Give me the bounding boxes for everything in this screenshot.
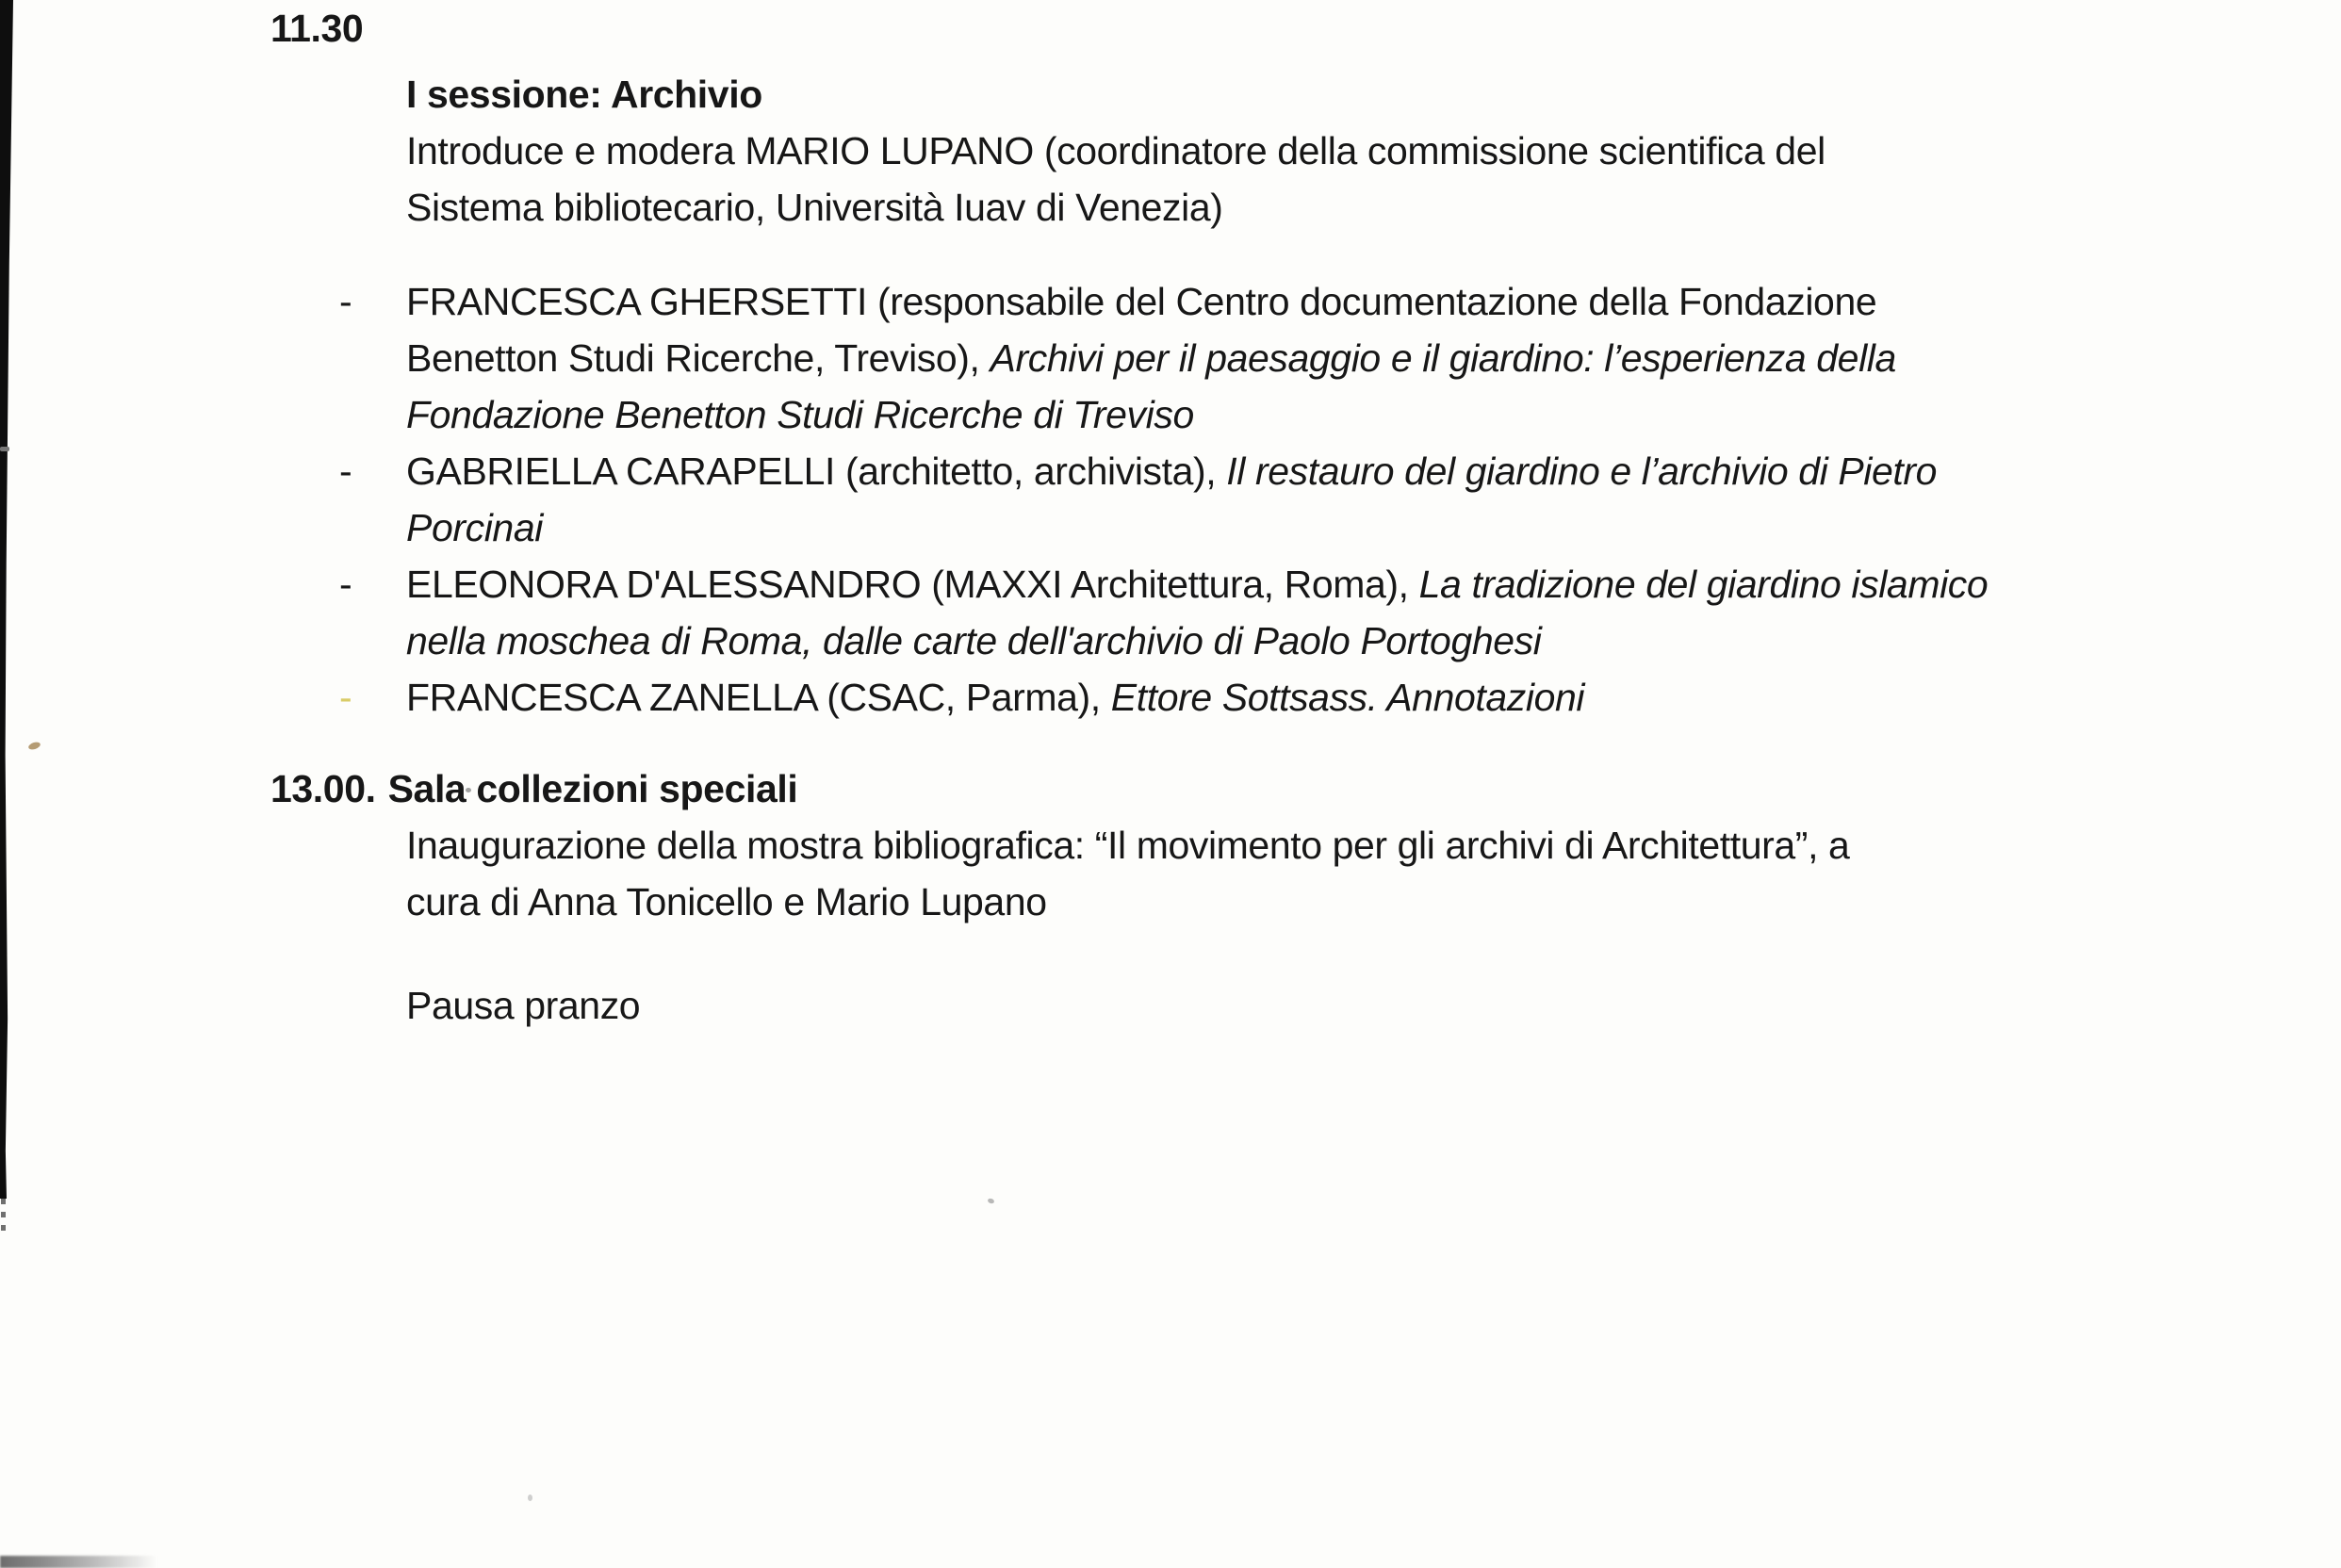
- talk-line: Porcinai: [406, 506, 543, 549]
- lunch-break-label: Pausa pranzo: [406, 984, 641, 1027]
- session1-intro-line: Sistema bibliotecario, Università Iuav di Venezia): [406, 186, 1223, 229]
- scan-speck-artifact: [987, 1198, 994, 1204]
- session2-line: cura di Anna Tonicello e Mario Lupano: [406, 880, 1047, 923]
- bullet-dash-faded: -: [339, 676, 352, 719]
- bullet-dash: -: [339, 563, 352, 606]
- scan-speck-artifact: [27, 741, 41, 751]
- talk-item: [339, 273, 1988, 443]
- talk-item: [339, 443, 1988, 556]
- bullet-dash: -: [339, 280, 352, 323]
- talk-line: nella moschea di Roma, dalle carte dell'archivio di Paolo Portoghesi: [406, 619, 1542, 662]
- talk-item: [339, 669, 1988, 726]
- session1-intro-line: Introduce e modera MARIO LUPANO (coordinatore della commissione scientifica del: [406, 129, 1825, 172]
- talk-line: ELEONORA D'ALESSANDRO (MAXXI Architettura, Roma), La tradizione del giardino islamico: [406, 563, 1989, 606]
- scan-bottom-smudge-artifact: [0, 1556, 174, 1568]
- bullet-dash: -: [339, 449, 352, 493]
- session1-block: [406, 66, 1825, 236]
- talk-line: GABRIELLA CARAPELLI (architetto, archivista), Il restauro del giardino e l’archivio di Pietro: [406, 449, 1938, 493]
- scan-speck-artifact: [528, 1494, 532, 1501]
- session2-header: [270, 760, 1849, 817]
- talk-line: Benetton Studi Ricerche, Treviso), Archivi per il paesaggio e il giardino: l’esperienza della: [406, 336, 1896, 380]
- scan-edge-strip-artifact: [0, 0, 13, 1199]
- session1-title: I sessione: Archivio: [406, 73, 762, 116]
- session2-title: Sala collezioni speciali: [387, 767, 798, 810]
- session2-line: Inaugurazione della mostra bibliografica: “Il movimento per gli archivi di Architettura”, a: [406, 824, 1850, 867]
- session2-body: [406, 817, 1849, 930]
- scan-edge-dash-artifact: [0, 447, 9, 451]
- talk-line: FRANCESCA ZANELLA (CSAC, Parma), Ettore Sottsass. Annotazioni: [406, 676, 1585, 719]
- session2-block: [270, 760, 1849, 930]
- session2-time: 13.00.: [270, 767, 376, 810]
- talk-item: [339, 556, 1988, 669]
- session1-time: 11.30: [270, 7, 364, 50]
- talks-list: [339, 273, 1988, 726]
- scan-edge-strip-tail-artifact: [1, 1199, 6, 1236]
- talk-line: FRANCESCA GHERSETTI (responsabile del Centro documentazione della Fondazione: [406, 280, 1877, 323]
- talk-line: Fondazione Benetton Studi Ricerche di Treviso: [406, 393, 1194, 436]
